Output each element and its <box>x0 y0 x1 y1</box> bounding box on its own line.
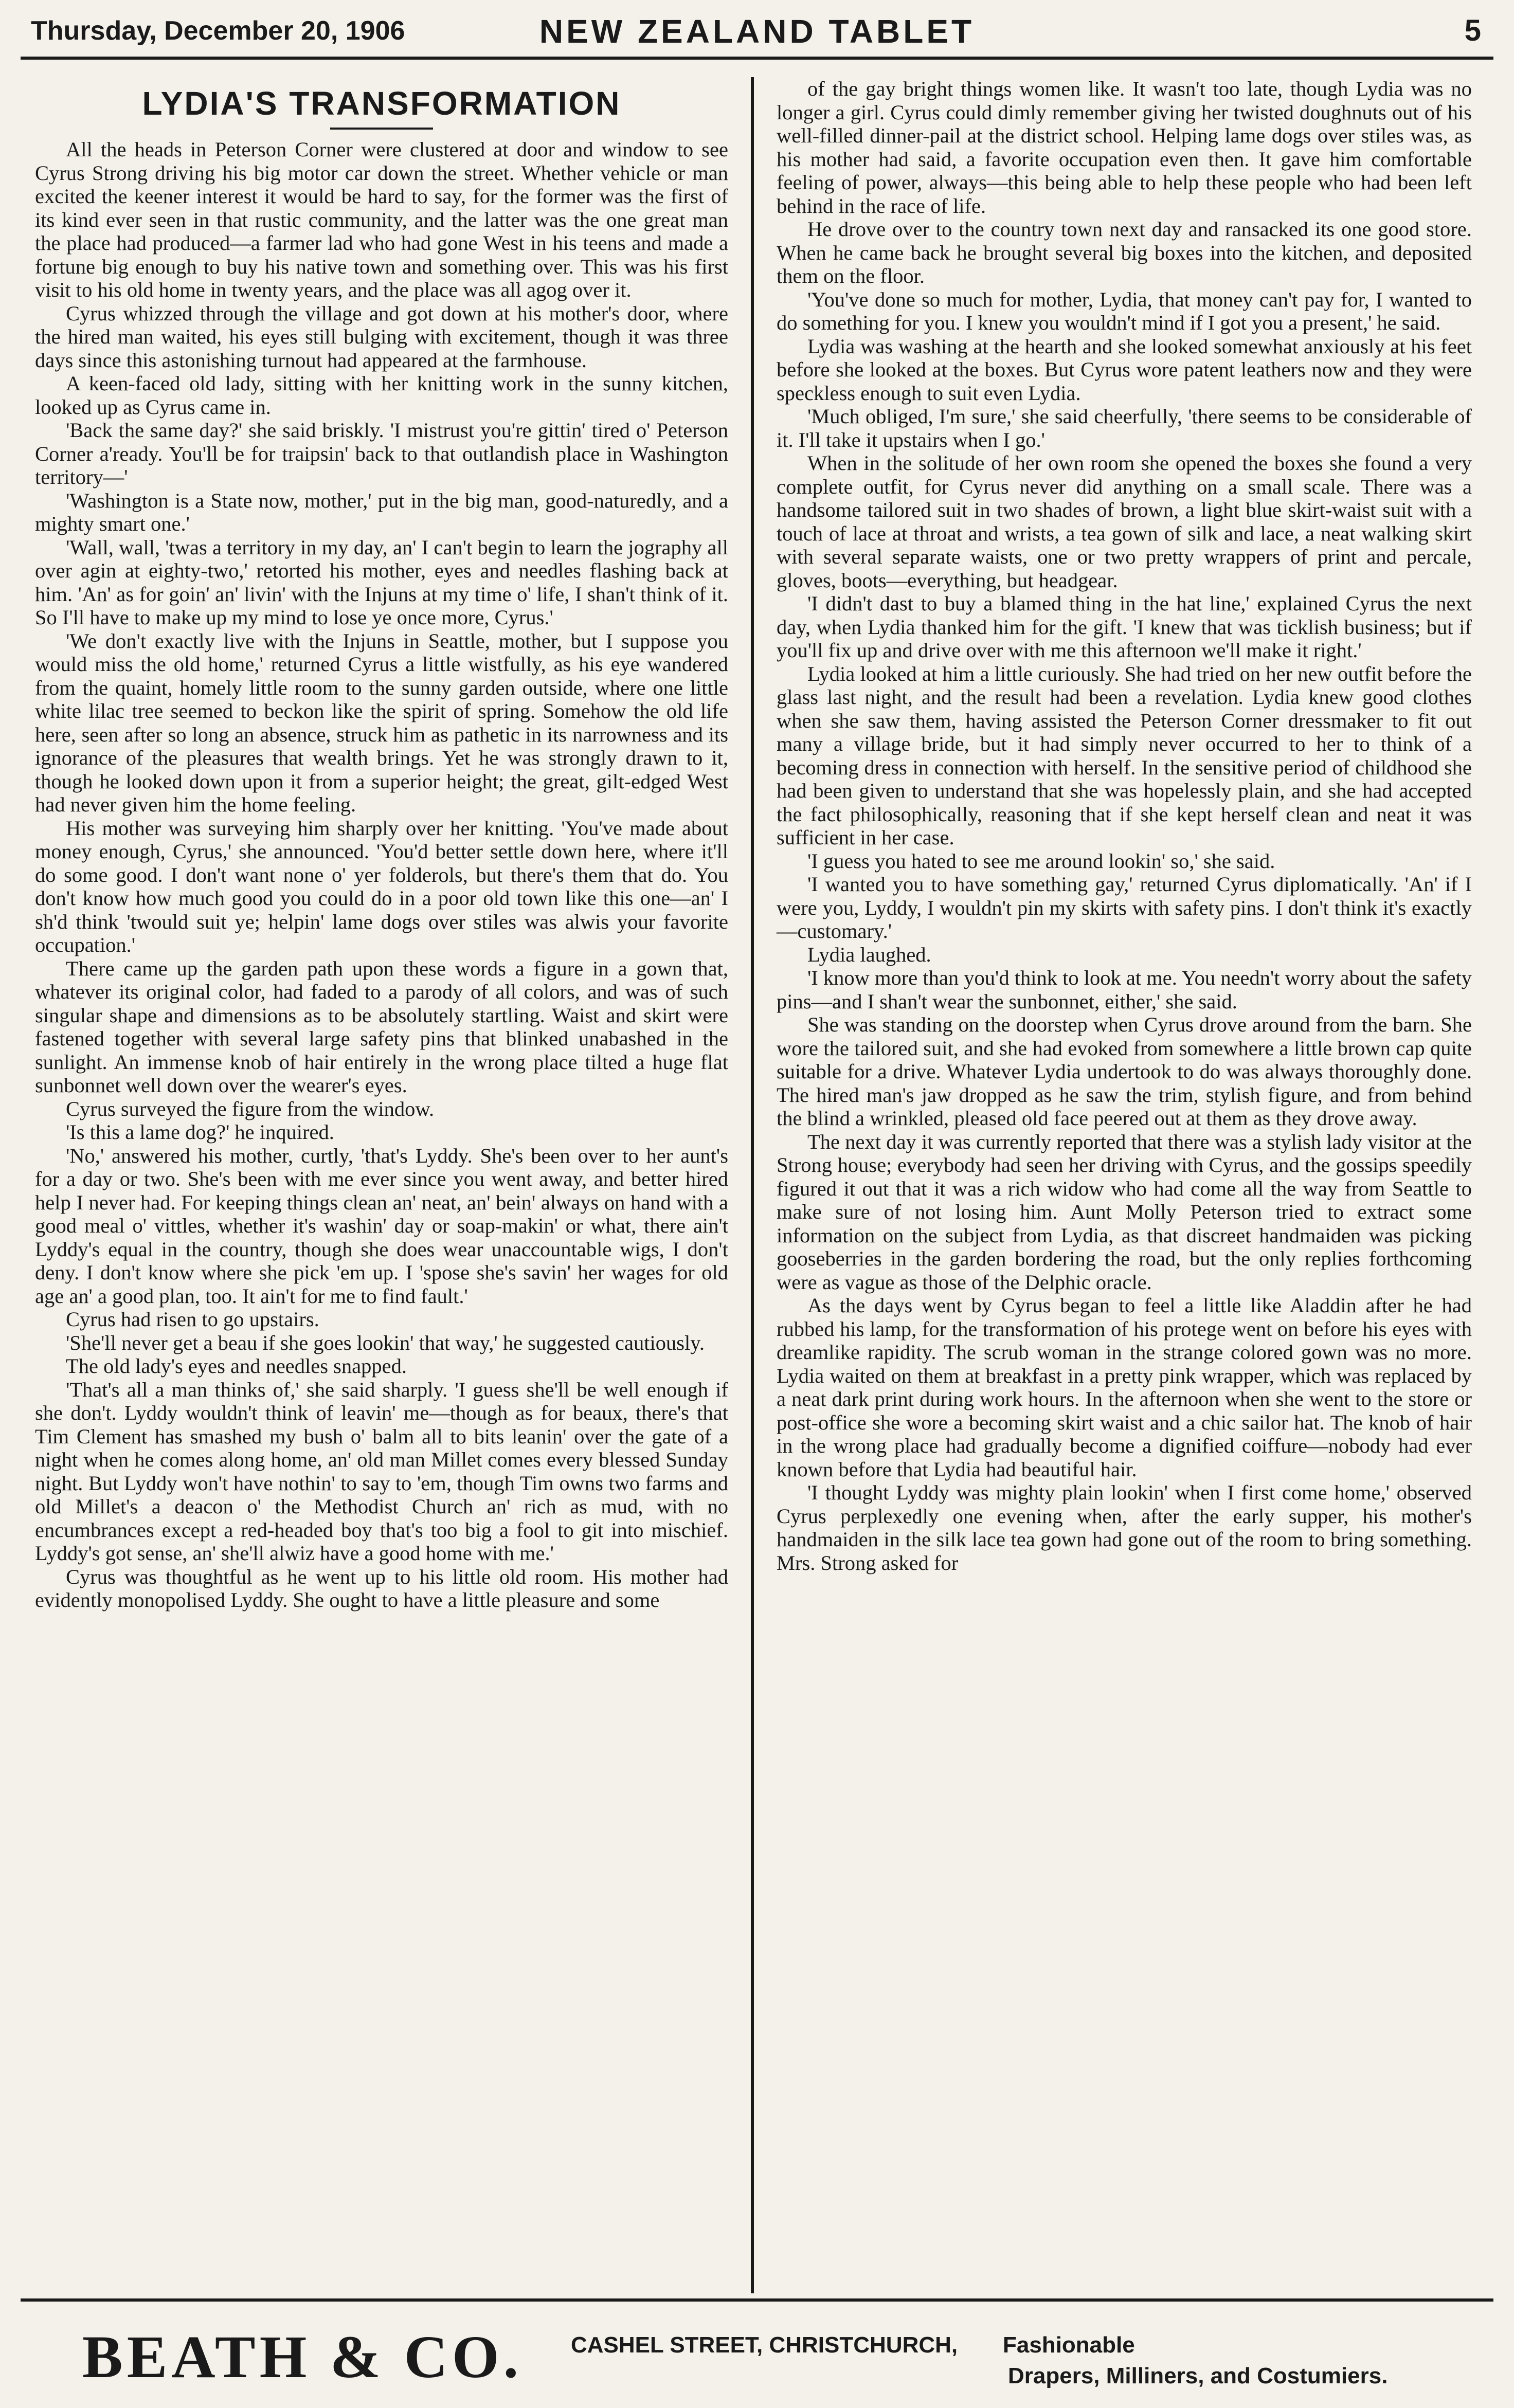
page-header <box>21 9 1493 60</box>
article-paragraph: He drove over to the country town next day and ransacked its one good store. When he came back he brought several big boxes into the kitchen, and deposited them on the floor. <box>777 218 1472 287</box>
issue-date: Thursday, December 20, 1906 <box>31 16 405 46</box>
article-columns <box>21 77 1493 2293</box>
article-paragraph: When in the solitude of her own room she opened the boxes she found a very complete outfit, for Cyrus never did anything on a small scale. There was a handsome tailored suit in two shades of brown, a light blue skirt-waist suit with a touch of lace at throat and wrists, a tea gown of silk and lace, a neat walking skirt with several separate waists, one or two pretty wrappers of print and percale, gloves, boots—everything, but headgear. <box>777 451 1472 592</box>
article-paragraph: The next day it was currently reported that there was a stylish lady visitor at the Strong house; everybody had seen her driving with Cyrus, and the gossips speedily figured it out that it was a rich widow who had come all the way from Seattle to make sure of not losing him. Aunt Molly Peterson tried to extract some information on the subject from Lydia, as that discreet handmaiden was picking gooseberries in the garden bordering the road, but the only replies forthcoming were as vague as those of the Delphic oracle. <box>777 1130 1472 1294</box>
article-paragraph: 'I guess you hated to see me around lookin' so,' she said. <box>807 849 1275 873</box>
article-paragraph: 'No,' answered his mother, curtly, 'that's Lyddy. She's been over to her aunt's for a day or two. She's been with me ever since you went away, and better hired help I never had. For keeping things clean an' neat, an' bein' always on hand with a good meal o' vittles, whether it's washin' day or soap-makin' or what, there ain't Lyddy's equal in the country, though she does wear unaccountable wigs, I don't deny. I don't know where she pick 'em up. I 'spose she's savin' her wages for old age an' a good plan, too. It ain't for me to find fault.' <box>35 1144 728 1308</box>
article-paragraph: 'That's all a man thinks of,' she said sharply. 'I guess she'll be well enough if she don't. Lyddy wouldn't think of leavin' me—though as for beaux, there's that Tim Clement has smashed my bush o' balm all to bits leanin' over the gate of a night when he comes along home, an' old man Millet comes every blessed Sunday night. But Lyddy won't have nothin' to say to 'em, though Tim owns two farms and old Millet's a deacon o' the Methodist Church an' rich as mud, with no encumbrances except a red-headed boy that's too big a fool to git into mischief. Lyddy's got sense, an' she'll alwiz have a good home with me.' <box>35 1378 728 1565</box>
right-column-body <box>777 77 1472 1574</box>
masthead: NEW ZEALAND TABLET <box>539 13 975 50</box>
article-paragraph: 'I thought Lyddy was mighty plain lookin' when I first come home,' observed Cyrus perplexedly one evening when, after the early supper, his mother's handmaiden in the silk lace tea gown had gone out of the room to bring something. Mrs. Strong asked for <box>777 1481 1472 1574</box>
page-number: 5 <box>1464 14 1481 47</box>
left-column-body <box>35 138 728 1612</box>
article-paragraph: His mother was surveying him sharply over her knitting. 'You've made about money enough, Cyrus,' she announced. 'You'd better settle down here, where it'll do some good. I don't want none o' yer folderols, but there's them that do. You don't know how much good you could do in a poor old town like this one—an' I sh'd think 'twould suit ye; helpin' lame dogs over stiles was alwis your favorite occupation.' <box>35 816 728 956</box>
article-title: LYDIA'S TRANSFORMATION <box>142 85 621 122</box>
article-paragraph: 'I know more than you'd think to look at me. You needn't worry about the safety pins—and I shan't wear the sunbonnet, either,' she said. <box>777 966 1472 1013</box>
right-column <box>754 77 1484 2293</box>
article-paragraph: Lydia laughed. <box>807 943 931 966</box>
article-paragraph: The old lady's eyes and needles snapped. <box>66 1354 407 1378</box>
article-paragraph: As the days went by Cyrus began to feel a little like Aladdin after he had rubbed his lamp, for the transformation of his protege went on before his eyes with dreamlike rapidity. The scrub woman in the strange colored gown was no more. Lydia waited on them at breakfast in a pretty pink wrapper, which was replaced by a neat dark print during work hours. In the afternoon when she went to the store or post-office she wore a becoming skirt waist and a chic sailor hat. The knob of hair in the wrong place had gradually become a dignified coiffure—nobody had ever known before that Lydia had beautiful hair. <box>777 1294 1472 1481</box>
advertisement <box>21 2298 1493 2404</box>
article-paragraph: 'We don't exactly live with the Injuns in Seattle, mother, but I suppose you would miss the old home,' returned Cyrus a little wistfully, as his eye wandered from the quaint, homely little room to the sunny garden outside, where one little white lilac tree seemed to beckon like the spirit of spring. Somehow the old life here, seen after so long an absence, struck him as pathetic in its narrowness and its ignorance of the pleasures that wealth brings. Yet he was strongly drawn to it, though he looked down upon it from a superior height; the great, gilt-edged West had never given him the home feeling. <box>35 629 728 816</box>
article-paragraph: Cyrus whizzed through the village and got down at his mother's door, where the hired man waited, his eyes still bulging with excitement, though it was three days since this astonishing turnout had appeared at the farmhouse. <box>35 301 728 372</box>
article-paragraph: of the gay bright things women like. It wasn't too late, though Lydia was no longer a girl. Cyrus could dimly remember giving her twisted doughnuts out of his well-filled dinner-pail at the district school. Helping lame dogs over stiles was, as his mother had said, a favorite occupation even then. It gave him comfortable feeling of power, always—this being able to help these people who had been left behind in the race of life. <box>777 77 1472 218</box>
article-paragraph: 'Much obliged, I'm sure,' she said cheerfully, 'there seems to be considerable of it. I'll take it upstairs when I go.' <box>777 405 1472 451</box>
article-paragraph: 'Back the same day?' she said briskly. 'I mistrust you're gittin' tired o' Peterson Corner a'ready. You'll be for traipsin' back to that outlandish place in Washington territory—' <box>35 419 728 488</box>
article-paragraph: 'Washington is a State now, mother,' put in the big man, good-naturedly, and a mighty smart one.' <box>35 488 728 535</box>
article-paragraph: Lydia was washing at the hearth and she looked somewhat anxiously at his feet before she looked at the boxes. But Cyrus wore patent leathers now and they were speckless enough to suit even Lydia. <box>777 334 1472 405</box>
ad-services: Drapers, Milliners, and Costumiers. <box>1008 2363 1388 2388</box>
article-paragraph: 'I wanted you to have something gay,' returned Cyrus diplomatically. 'An' if I were you, Lyddy, I wouldn't pin my skirts with safety pins. I don't think it's exactly—customary.' <box>777 873 1472 943</box>
ad-brand: BEATH & CO. <box>82 2323 523 2391</box>
article-paragraph: Cyrus had risen to go upstairs. <box>66 1308 319 1331</box>
article-paragraph: 'Wall, wall, 'twas a territory in my day, an' I can't begin to learn the jography all over agin at eighty-two,' retorted his mother, eyes and needles flashing back at him. 'An' as for goin' an' livin' with the Injuns at my time o' life, I shan't think of it. So I'll have to make up my mind to lose ye once more, Cyrus.' <box>35 535 728 629</box>
article-paragraph: Lydia looked at him a little curiously. She had tried on her new outfit before the glass last night, and the result had been a revelation. Lydia knew good clothes when she saw them, having assisted the Peterson Corner dressmaker to fit out many a village bride, but it had simply never occurred to her to think of a becoming dress in connection with herself. In the sensitive period of childhood she had been given to understand that she was hopelessly plain, and she had accepted the fact philosophically, reasoning that if she kept herself clean and neat it was sufficient in her case. <box>777 662 1472 849</box>
title-rule <box>330 128 433 130</box>
article-paragraph: All the heads in Peterson Corner were clustered at door and window to see Cyrus Strong driving his big motor car down the street. Whether vehicle or man excited the keener interest it would be hard to say, for the former was the first of its kind ever seen in that rustic community, and the latter was the one great man the place had produced—a farmer lad who had gone West in his teens and made a fortune big enough to buy his native town and something over. This was his first visit to his old home in twenty years, and the place was all agog over it. <box>35 138 728 301</box>
left-column <box>21 77 751 2293</box>
article-paragraph: She was standing on the doorstep when Cyrus drove around from the barn. She wore the tailored suit, and she had evoked from somewhere a little brown cap quite suitable for a drive. Whatever Lydia undertook to do was always thoroughly done. The hired man's jaw dropped as he saw the trim, stylish figure, and from behind the blind a wrinkled, pleased old face peered out at them as they drove away. <box>777 1013 1472 1130</box>
article-paragraph: 'You've done so much for mother, Lydia, that money can't pay for, I wanted to do something for you. I knew you wouldn't mind if I got you a present,' he said. <box>777 287 1472 334</box>
article-paragraph: Cyrus surveyed the figure from the window. <box>66 1097 435 1120</box>
article-paragraph: 'She'll never get a beau if she goes lookin' that way,' he suggested cautiously. <box>66 1331 705 1354</box>
ad-tagline: Fashionable <box>1003 2332 1135 2358</box>
article-paragraph: There came up the garden path upon these words a figure in a gown that, whatever its original color, had faded to a parody of all colors, and was of such singular shape and dimensions as to be absolutely startling. Waist and skirt were fastened together with several large safety pins that blinked unabashed in the sunlight. An immense knob of hair entirely in the wrong place tilted a huge flat sunbonnet well down over the wearer's eyes. <box>35 956 728 1097</box>
article-paragraph: 'I didn't dast to buy a blamed thing in the hat line,' explained Cyrus the next day, when Lydia thanked him for the gift. 'I knew that was ticklish business; but if you'll fix up and drive over with me this afternoon we'll make it right.' <box>777 592 1472 662</box>
ad-address: CASHEL STREET, CHRISTCHURCH, <box>571 2332 958 2358</box>
article-paragraph: A keen-faced old lady, sitting with her knitting work in the sunny kitchen, looked up as Cyrus came in. <box>35 372 728 419</box>
article-paragraph: 'Is this a lame dog?' he inquired. <box>66 1120 334 1144</box>
article-paragraph: Cyrus was thoughtful as he went up to his little old room. His mother had evidently monopolised Lyddy. She ought to have a little pleasure and some <box>35 1565 728 1612</box>
